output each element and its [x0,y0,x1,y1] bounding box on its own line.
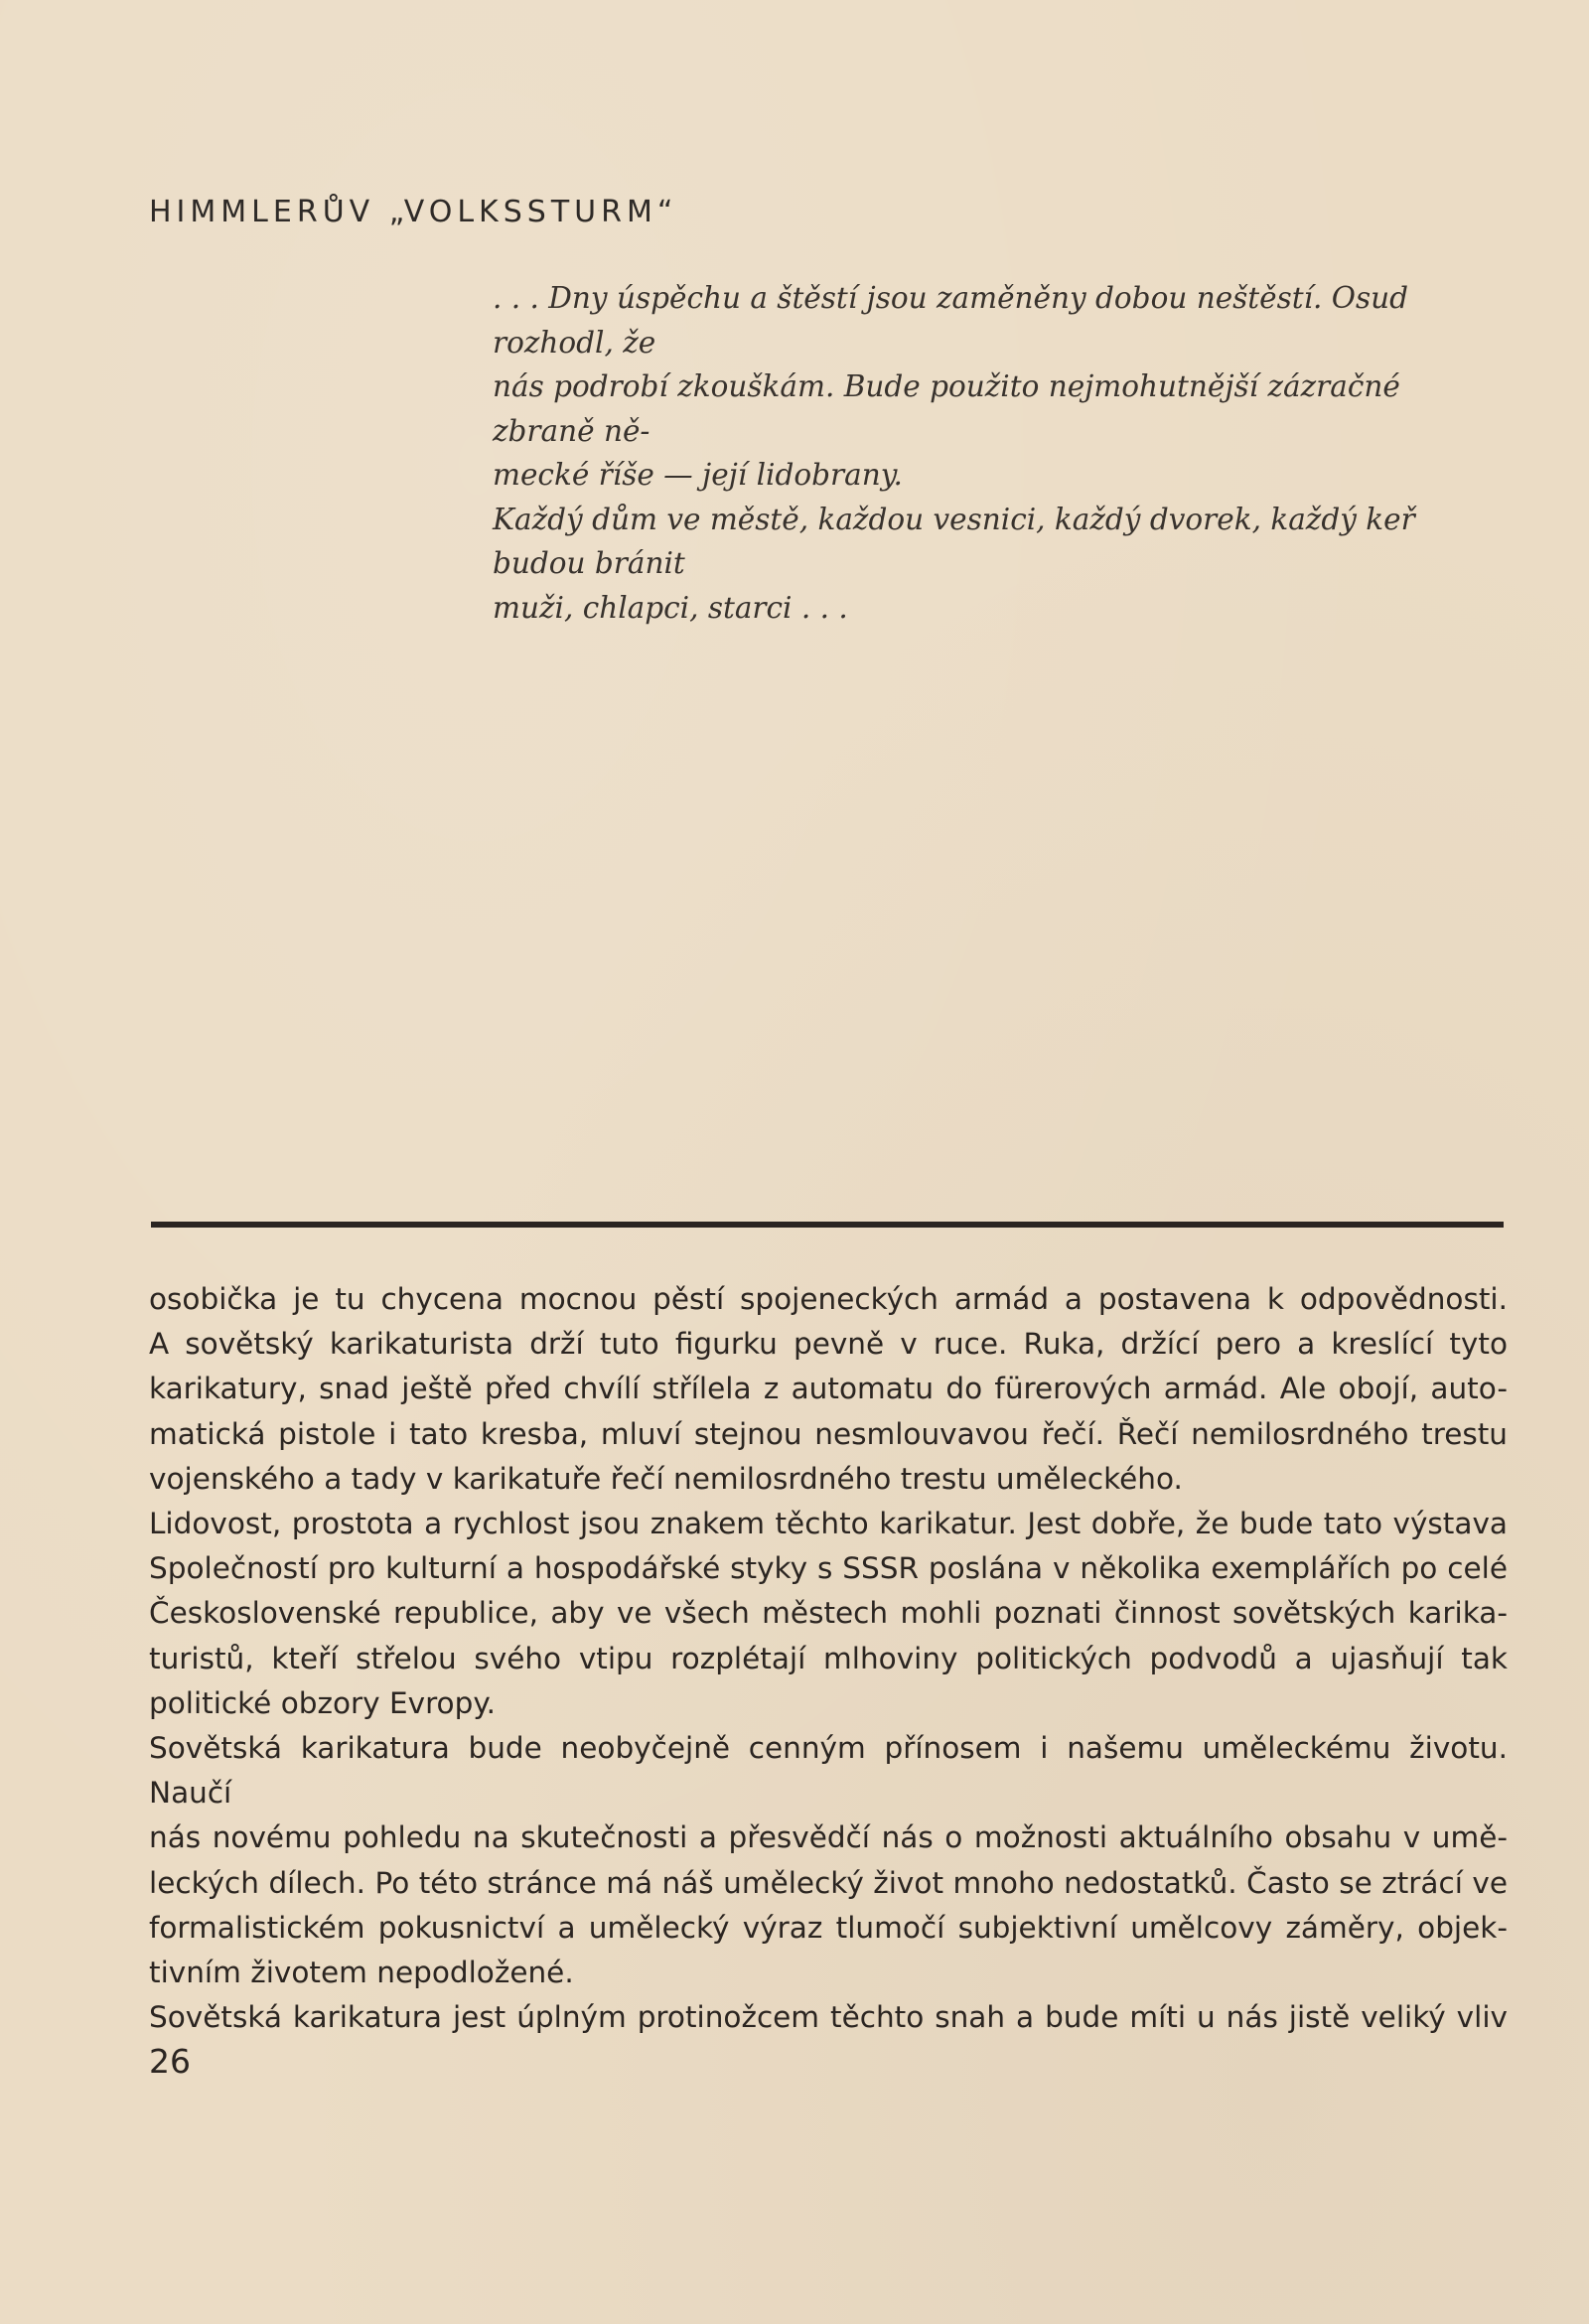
body-line: A sovětský karikaturista drží tuto figurku pevně v ruce. Ruka, držící pero a kreslící tyto [149,1327,1508,1362]
body-line: nás novému pohledu na skutečnosti a přesvědčí nás o možnosti aktuálního obsahu v umě- [149,1820,1508,1855]
body-line: politické obzory Evropy. [149,1685,496,1720]
body-line: Československé republice, aby ve všech městech mohli poznati činnost sovětských karika- [149,1596,1508,1631]
body-line: turistů, kteří střelou svého vtipu rozplétají mlhoviny politických podvodů a ujasňují tak [149,1641,1508,1675]
body-line: Sovětská karikatura bude neobyčejně cenným přínosem i našemu uměleckému životu. Naučí [149,1731,1508,1811]
quote-paragraph [493,276,1506,498]
quote-line: Každý dům ve městě, každou vesnici, každý dvorek, každý keř budou bránit [493,502,1415,580]
body-line: matická pistole i tato kresba, mluví stejnou nesmlouvavou řečí. Řečí nemilosrdného trestu [149,1416,1508,1451]
horizontal-rule [151,1222,1504,1228]
body-line: Lidovost, prostota a rychlost jsou znakem těchto karikatur. Jest dobře, že bude tato výstava [149,1507,1508,1541]
caption-title: HIMMLERŮV „VOLKSSTURM“ [149,195,678,229]
body-line: Sovětská karikatura jest úplným protinožcem těchto snah a bude míti u nás jistě veliký vliv [149,2000,1508,2035]
body-line: Společností pro kulturní a hospodářské styky s SSSR poslána v několika exemplářích po celé [149,1551,1508,1586]
page-number: 26 [149,2042,191,2081]
body-line: formalistickém pokusnictví a umělecký výraz tlumočí subjektivní umělcovy záměry, objek- [149,1910,1508,1945]
body-line: vojenského a tady v karikatuře řečí nemilosrdného trestu uměleckého. [149,1461,1183,1496]
body-line: osobička je tu chycena mocnou pěstí spojeneckých armád a postavena k odpovědnosti. [149,1282,1508,1316]
quote-line: . . . Dny úspěchu a štěstí jsou zaměněny dobou neštěstí. Osud rozhodl, že [493,281,1409,360]
quote-block [493,276,1506,630]
quote-line: mecké říše — její lidobrany. [493,458,903,492]
body-line: tivním životem nepodložené. [149,1956,574,1990]
quote-line: muži, chlapci, starci . . . [493,590,848,625]
body-text [149,1277,1508,2040]
quote-paragraph [493,498,1506,631]
body-line: karikatury, snad ještě před chvílí střílela z automatu do fürerových armád. Ale obojí, auto- [149,1372,1508,1406]
body-line: leckých dílech. Po této stránce má náš umělecký život mnoho nedostatků. Často se ztrácí ve [149,1865,1508,1900]
quote-line: nás podrobí zkouškám. Bude použito nejmohutnější zázračné zbraně ně- [493,369,1400,448]
